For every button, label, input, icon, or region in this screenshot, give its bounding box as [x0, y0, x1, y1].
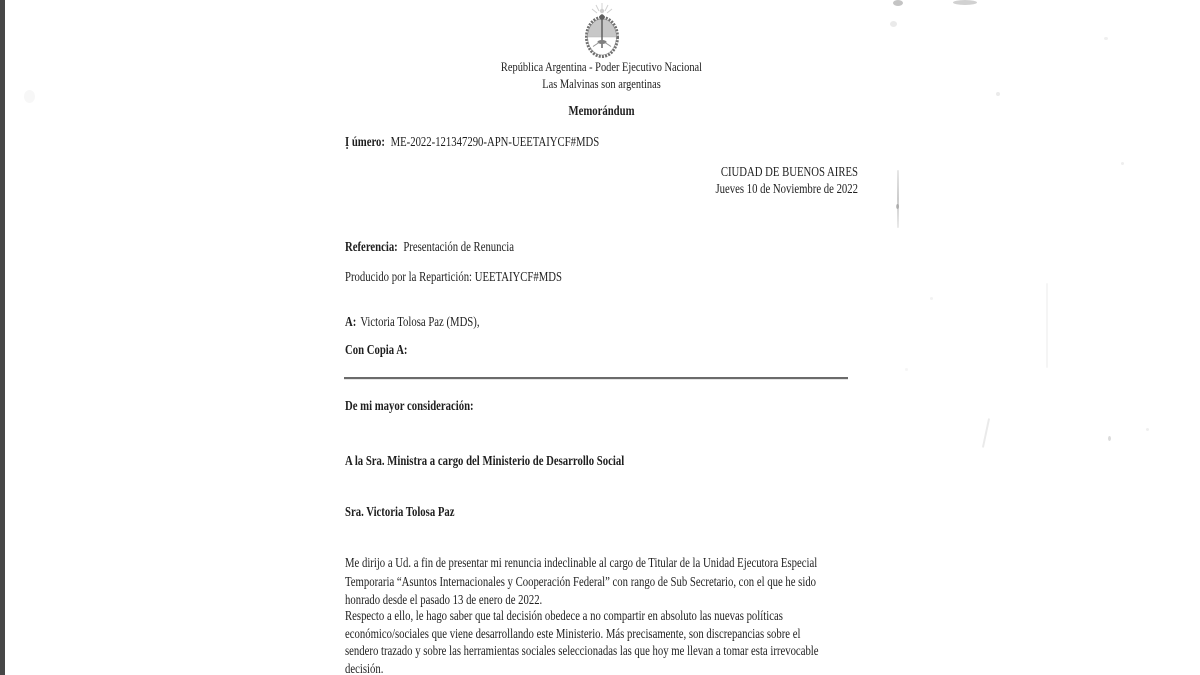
scan-artifact [893, 0, 903, 6]
scan-artifact [982, 418, 990, 448]
to-label: A: [345, 314, 357, 329]
scan-artifact [905, 368, 908, 371]
to-line [345, 312, 480, 331]
paragraph-line: Respecto a ello, le hago saber que tal decisión obedece a no compartir en absoluto las nuevas políticas [345, 608, 783, 623]
paragraph-line: Temporaria “Asuntos Internacionales y Cooperación Federal” con rango de Sub Secretario, con el que he sido [345, 573, 817, 589]
scan-artifact [996, 92, 1000, 96]
paragraph-line: económico/sociales que viene desarrollando este Ministerio. Más precisamente, son discrepancias sobre el [345, 625, 801, 641]
paragraph-line: Me dirijo a Ud. a fin de presentar mi renuncia indeclinable al cargo de Titular de la Unidad Ejecutora Especial [345, 555, 818, 570]
body-paragraph-2 [345, 607, 819, 675]
scan-artifact [896, 204, 899, 209]
document-title: Memorándum [568, 103, 635, 118]
produced-by-line: Producido por la Repartición: UEETAIYCF#MDS [345, 269, 562, 284]
scan-artifact [1108, 436, 1111, 441]
to-value: Victoria Tolosa Paz (MDS), [360, 314, 480, 329]
city-line: CIUDAD DE BUENOS AIRES [720, 164, 858, 179]
number-label: Ị úmero: [345, 134, 385, 149]
scan-artifact [953, 0, 977, 5]
motto-line: Las Malvinas son argentinas [542, 76, 661, 91]
reference-value: Presentación de Renuncia [403, 239, 515, 254]
paragraph-line: decisión. [345, 660, 384, 675]
argentina-coat-of-arms-icon [578, 2, 626, 59]
republic-line: República Argentina - Poder Ejecutivo Nacional [500, 59, 703, 74]
section-divider [344, 377, 848, 379]
paragraph-line: sendero trazado y sobre las herramientas sociales seleccionadas las que hoy me llevan a tomar esta irrevocable [345, 643, 819, 658]
number-value: ME-2022-121347290-APN-UEETAIYCF#MDS [390, 134, 600, 149]
paragraph-line: honrado desde el pasado 13 de enero de 2022. [345, 592, 543, 607]
date-line: Jueves 10 de Noviembre de 2022 [715, 181, 858, 196]
number-line [345, 132, 599, 151]
scan-artifact [1146, 428, 1149, 431]
scan-artifact [1121, 162, 1124, 165]
page-left-edge-bar [0, 0, 5, 675]
reference-label: Referencia: [345, 239, 398, 254]
scan-artifact [930, 297, 933, 300]
scan-artifact [1046, 283, 1048, 368]
cc-label: Con Copia A: [345, 342, 408, 357]
scan-artifact [24, 90, 35, 103]
salutation: De mi mayor consideración: [345, 398, 474, 413]
addressee-name: Sra. Victoria Tolosa Paz [345, 504, 455, 519]
scan-artifact [897, 170, 899, 228]
scan-artifact [1104, 37, 1108, 40]
body-paragraph-1 [345, 554, 817, 610]
scan-artifact [890, 21, 897, 27]
reference-line [345, 237, 514, 256]
addressee-title: A la Sra. Ministra a cargo del Ministerio de Desarrollo Social [345, 453, 625, 468]
